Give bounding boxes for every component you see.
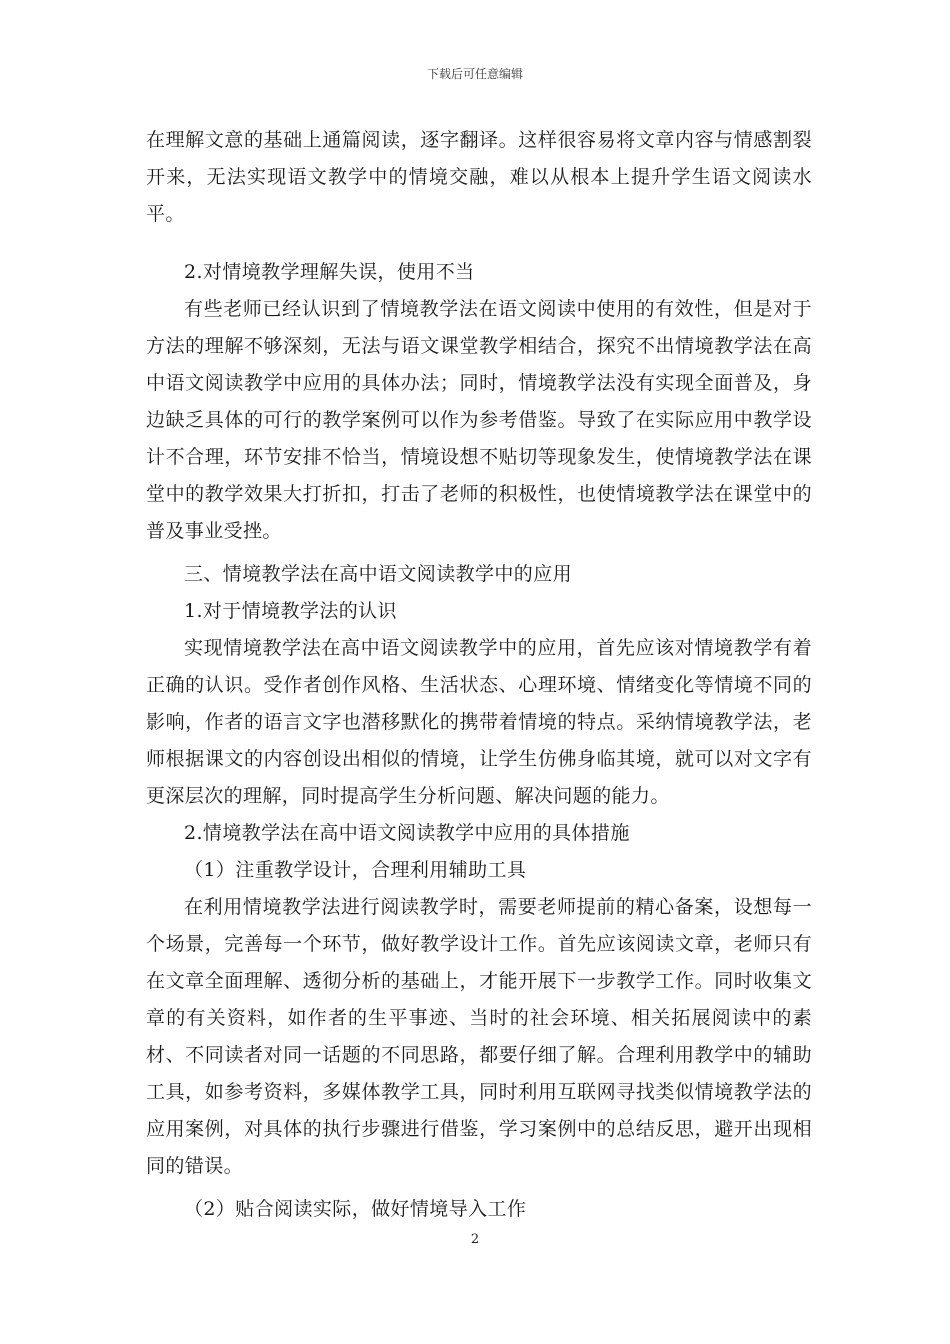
page-header: 下载后可任意编辑: [426, 67, 523, 81]
subheading-2-measures: 2.情境教学法在高中语文阅读教学中应用的具体措施: [184, 822, 630, 844]
subheading-1-understanding: 1.对于情境教学法的认识: [184, 600, 397, 622]
subheading-measure-1: （1）注重教学设计，合理利用辅助工具: [184, 859, 527, 881]
paragraph-continuation: 在理解文意的基础上通篇阅读，逐字翻译。这样很容易将文章内容与情感割裂开来，无法实现语文教学中的情境交融，难以从根本上提升学生语文阅读水平。: [146, 129, 812, 225]
subheading-measure-2: （2）贴合阅读实际，做好情境导入工作: [184, 1198, 527, 1220]
section-heading-3: 三、情境教学法在高中语文阅读教学中的应用: [184, 563, 573, 585]
document-body: [146, 122, 812, 1228]
paragraph-teacher-awareness: 有些老师已经认识到了情境教学法在语文阅读中使用的有效性，但是对于方法的理解不够深刻，无法与语文课堂教学相结合，探究不出情境教学法在高中语文阅读教学中应用的具体办法；同时，情境教学法没有实现全面普及，身边缺乏具体的可行的教学案例可以作为参考借鉴。导致了在实际应用中教学设计不合理，环节安排不恰当，情境设想不贴切等现象发生，使情境教学法在课堂中的教学效果大打折扣，打击了老师的积极性，也使情境教学法在课堂中的普及事业受挫。: [146, 298, 812, 542]
page-number: 2: [470, 1232, 480, 1247]
paragraph-teaching-design: 在利用情境教学法进行阅读教学时，需要老师提前的精心备案，设想每一个场景，完善每一个环节，做好教学设计工作。首先应该阅读文章，老师只有在文章全面理解、透彻分析的基础上，才能开展下一步教学工作。同时收集文章的有关资料，如作者的生平事迹、当时的社会环境、相关拓展阅读中的素材、不同读者对同一话题的不同思路，都要仔细了解。合理利用教学中的辅助工具，如参考资料，多媒体教学工具，同时利用互联网寻找类似情境教学法的应用案例，对具体的执行步骤进行借鉴，学习案例中的总结反思，避开出现相同的错误。: [146, 896, 812, 1177]
paragraph-correct-understanding: 实现情境教学法在高中语文阅读教学中的应用，首先应该对情境教学有着正确的认识。受作者创作风格、生活状态、心理环境、情绪变化等情境不同的影响，作者的语言文字也潜移默化的携带着情境的特点。采纳情境教学法，老师根据课文的内容创设出相似的情境，让学生仿佛身临其境，就可以对文字有更深层次的理解，同时提高学生分析问题、解决问题的能力。: [146, 637, 812, 807]
subheading-2-misunderstanding: 2.对情境教学理解失误，使用不当: [184, 261, 475, 283]
